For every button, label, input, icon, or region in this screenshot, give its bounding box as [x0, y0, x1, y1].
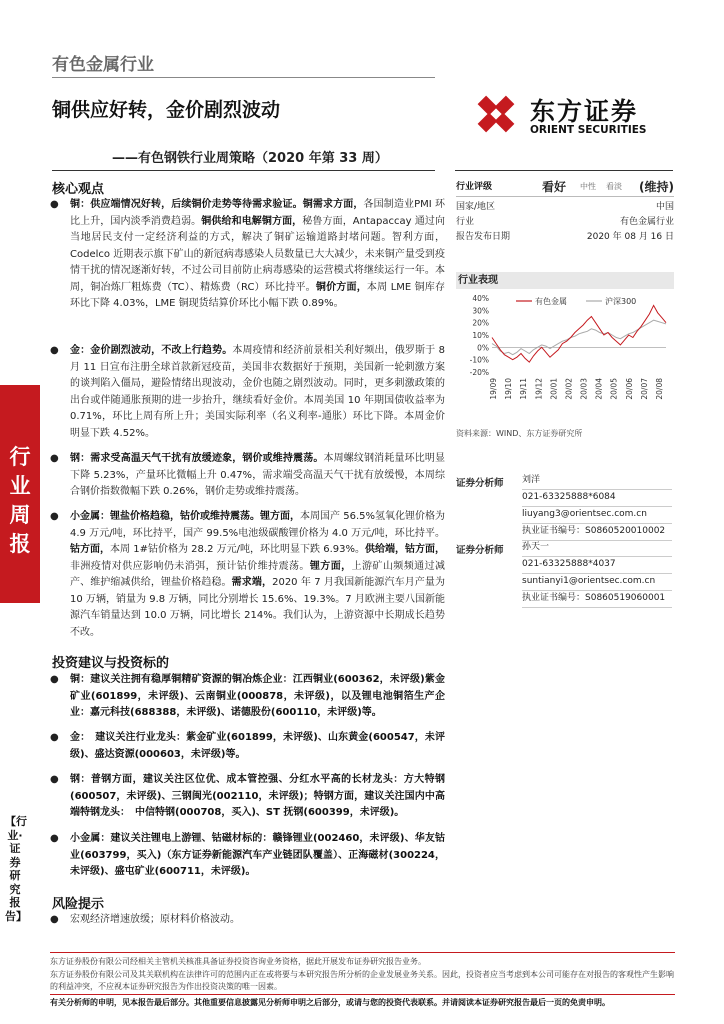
- invest-item: [50, 831, 445, 881]
- invest-item: [50, 772, 445, 822]
- core-item-gold: [50, 343, 445, 442]
- core-item-lead: 供给端，钴方面，: [365, 544, 446, 555]
- orient-logo-icon: [470, 88, 522, 140]
- analyst-email[interactable]: liuyang3@orientsec.com.cn: [522, 506, 672, 524]
- core-item-lead: 小金属：锂盐价格趋稳，钴价或维持震荡。锂方面，: [70, 511, 301, 522]
- footer-line-3: 有关分析师的申明，见本报告最后部分。其他重要信息披露见分析师申明之后部分，或请与您的投资代表联系。并请阅读本证券研究报告最后一页的免责申明。: [50, 998, 610, 1007]
- y-tick-label: 40%: [472, 294, 489, 303]
- footer-divider: [50, 994, 675, 995]
- invest-item: [50, 730, 445, 763]
- y-tick-label: -10%: [469, 355, 489, 365]
- y-tick-label: 10%: [472, 331, 489, 340]
- rating-neutral: 中性: [580, 182, 596, 191]
- bullet-dot: ●: [50, 833, 59, 844]
- rating-maintain: (维持): [639, 180, 674, 194]
- logo-text-cn: 东方证券: [530, 97, 639, 126]
- core-item-lead: 金：金价剧烈波动，不改上行趋势。: [70, 345, 233, 356]
- rating-label: 行业评级: [456, 182, 493, 192]
- bullet-dot: ●: [50, 774, 59, 785]
- legend-label: 沪深300: [605, 297, 637, 306]
- bullet-dot: ●: [50, 732, 59, 743]
- logo-text-en: ORIENT SECURITIES: [530, 124, 647, 136]
- core-item-body: 本周螺纹钢消耗量环比明显下降 5.23%，产量环比微幅上升 0.47%，需求端受高温天气干扰有放缓慢，本周综合钢价指数微幅下跌 0.26%，钢价走势或维持震荡。: [70, 453, 446, 497]
- legend-label: 有色金属: [535, 297, 567, 306]
- risk-item-text: 宏观经济增速放缓；原材料价格波动。: [70, 914, 240, 925]
- invest-heading: 投资建议与投资标的: [52, 656, 170, 671]
- y-tick-label: 30%: [472, 306, 489, 316]
- invest-item-text: 金： 建议关注行业龙头：紫金矿业(601899，未评级)、山东黄金(600547，未评级)、盛达资源(000603，未评级)等。: [70, 732, 445, 760]
- core-item-body: 本周疫情和经济前景相关利好频出，俄罗斯于 8 月 11 日宣布注册全球首款新冠疫苗，美国非农数据好于预期，美国新一轮刺激方案的谈判陷入僵局，避险情绪出现波动，金价也随之剧烈波动。同时，更多刺激政策的出台或伴随通胀预期的进一步抬升，继续看好金价。本周美国 10 年期国债收益率为 0.71%，环比上周有所上升；美国实际利率（名义利率-通胀）环比下降。本周金价明显下跌 4.52%。: [70, 345, 445, 439]
- x-tick-label: 19/10: [504, 378, 514, 400]
- x-tick-label: 20/08: [655, 378, 664, 400]
- core-item-body: 各国制造业PMI 环比上升，国内淡季消费趋弱。: [70, 199, 445, 227]
- side-tag: 【行业·证券研究报告】: [5, 815, 27, 923]
- divider: [52, 170, 435, 171]
- rating-value: 看好: [542, 180, 567, 194]
- x-tick-label: 20/04: [594, 378, 604, 400]
- core-item-copper: [50, 197, 445, 313]
- rating-row: [456, 178, 674, 197]
- bullet-dot: ●: [50, 511, 59, 522]
- report-title: 铜供应好转，金价剧烈波动: [52, 99, 281, 121]
- bullet-dot: ●: [50, 914, 59, 925]
- core-item-lead: 锂方面，: [309, 560, 352, 572]
- core-item-body: 上游矿山频频通过减产、维护缩减供给，锂盐价格趋稳。: [70, 560, 446, 588]
- core-item-minor-metals: [50, 509, 445, 641]
- side-tab: [0, 385, 40, 603]
- series-line: [492, 320, 666, 355]
- bullet-dot: ●: [50, 453, 59, 464]
- core-item-lead: 铜供给和电解铜方面，: [201, 215, 303, 227]
- analyst-phone: 021-63325888*6084: [522, 489, 672, 507]
- performance-chart: [456, 292, 674, 424]
- x-tick-label: 19/12: [534, 378, 544, 400]
- analyst-label: 证券分析师: [456, 478, 504, 489]
- x-tick-label: 19/11: [519, 378, 529, 400]
- core-item-body: 本周国产 56.5%氢氧化锂价格为 4.9 万元/吨，环比持平，国产 99.5%电池级碳酸锂价格为 4.0 万元/吨，环比持平。: [70, 511, 445, 539]
- rating-bear: 看淡: [606, 182, 622, 191]
- y-tick-label: 0%: [477, 343, 489, 353]
- x-tick-label: 20/01: [549, 378, 559, 400]
- footer-divider: [50, 952, 675, 953]
- chart-source: 资料来源：WIND、东方证券研究所: [456, 429, 583, 438]
- invest-item: [50, 672, 445, 722]
- bullet-dot: ●: [50, 674, 59, 685]
- info-value: 中国: [655, 202, 674, 212]
- core-item-body: 秘鲁方面，Antapaccay 通过向当地居民支付一定经济利益的方式，解决了铜矿运输道路封堵问题。智利方面，Codelco 近期表示旗下矿山的新冠病毒感染人员数量已大大减少，未来铜产量受到疫情干扰的情况逐渐好转，不过公司目前防止病毒感染的运营模式将继续运行一年。本周，铜冶炼厂粗炼费（TC）、精炼费（RC）环比持平。: [70, 215, 446, 293]
- x-tick-label: 19/09: [489, 378, 498, 400]
- core-item-lead: 钢：需求受高温天气干扰有放缓迹象，钢价或维持震荡。: [70, 453, 324, 464]
- performance-heading: 行业表现: [456, 272, 674, 289]
- info-key: 行业: [456, 217, 475, 227]
- side-tab-label: 行业周报: [9, 445, 31, 556]
- x-tick-label: 20/03: [579, 378, 589, 400]
- info-row-country: [456, 200, 674, 215]
- risk-item: [50, 912, 445, 929]
- core-item-steel: [50, 451, 445, 501]
- info-row-date: [456, 230, 674, 245]
- x-tick-label: 20/05: [609, 378, 619, 400]
- analyst-phone: 021-63325888*4037: [522, 556, 672, 574]
- core-item-body: 非洲疫情对供应影响仍未消弭，预计钴价维持震荡。: [70, 560, 310, 572]
- divider: [455, 170, 673, 171]
- analyst-cert: 执业证书编号：S0860519060001: [522, 590, 672, 608]
- x-tick-label: 20/07: [639, 378, 649, 400]
- core-item-lead: 铜：供应端情况好转，后续铜价走势等待需求验证。铜需求方面，: [70, 199, 364, 210]
- info-value: 有色金属行业: [619, 217, 674, 227]
- core-item-lead: 铜价方面，: [315, 281, 367, 293]
- core-heading: 核心观点: [52, 182, 105, 197]
- invest-item-text: 小金属：建议关注锂电上游锂、钴磁材标的：赣锋锂业(002460，未评级)、华友钴业(603799，买入)（东方证券新能源汽车产业链团队覆盖）、正海磁材(300224，未评级)、盛屯矿业(600711，未评级)。: [70, 833, 445, 877]
- info-row-industry: [456, 215, 674, 230]
- industry-label: 有色金属行业: [52, 55, 154, 75]
- risk-heading: 风险提示: [52, 897, 105, 912]
- footer-line-2: 东方证券股份有限公司及其关联机构在法律许可的范围内正在或将要与本研究报告所分析的企业发展业务关系。因此，投资者应当考虑到本公司可能存在对报告的客观性产生影响的利益冲突，不应视本证券研究报告为作出投资决策的唯一因素。: [50, 970, 674, 991]
- footer-line-1: 东方证券股份有限公司经相关主管机关核准具备证券投资咨询业务资格，据此开展发布证券研究报告业务。: [50, 957, 426, 966]
- analyst-cert: 执业证书编号：S0860520010002: [522, 523, 672, 541]
- invest-item-text: 铜：建议关注拥有稳厚铜精矿资源的铜冶炼企业：江西铜业(600362，未评级)紫金矿业(601899，未评级)、云南铜业(000878，未评级)，以及锂电池铜箔生产企业：嘉元科技(688388，未评级)、诺德股份(600110，未评级)等。: [70, 674, 445, 718]
- core-item-lead: 钴方面，: [70, 544, 111, 555]
- bullet-dot: ●: [50, 199, 59, 210]
- analyst-name: 刘洋: [522, 472, 672, 490]
- info-value: 2020 年 08 月 16 日: [586, 232, 674, 242]
- core-item-body: 本周 LME 铜库存环比下降 4.03%，LME 铜现货结算价环比小幅下跌 0.89%。: [70, 281, 446, 309]
- divider: [52, 77, 435, 78]
- analyst-email[interactable]: suntianyi1@orientsec.com.cn: [522, 573, 672, 591]
- core-item-body: 2020 年 7 月我国新能源汽车月产量为 10 万辆，销量为 9.8 万辆，同比分别增长 15.6%、19.3%。7 月欧洲主要八国新能源汽车销量达到 10.0 万辆，同比增长 214%。我们认为，上游资源中长期成长趋势不改。: [70, 577, 446, 638]
- core-item-lead: 需求端，: [231, 577, 273, 588]
- core-item-body: 本周 1#钴价格为 28.2 万元/吨，环比明显下跌 6.93%。: [110, 544, 365, 555]
- info-key: 报告发布日期: [456, 232, 511, 242]
- report-subtitle: ——有色钢铁行业周策略（2020 年第 33 周）: [112, 151, 388, 166]
- y-tick-label: 20%: [472, 318, 489, 328]
- bullet-dot: ●: [50, 345, 59, 356]
- x-tick-label: 20/06: [624, 378, 634, 400]
- analyst-name: 孙天一: [522, 539, 672, 557]
- analyst-label: 证券分析师: [456, 545, 504, 556]
- info-key: 国家/地区: [456, 202, 496, 212]
- invest-item-text: 钢：普钢方面，建议关注区位优、成本管控强、分红水平高的长材龙头：方大特钢(600507，未评级)、三钢闽光(002110，未评级)；特钢方面，建议关注国内中高端特钢龙头： 中信特钢(000708，买入)、ST 抚钢(600399，未评级)。: [70, 774, 445, 818]
- x-tick-label: 20/02: [564, 378, 574, 400]
- y-tick-label: -20%: [469, 368, 489, 377]
